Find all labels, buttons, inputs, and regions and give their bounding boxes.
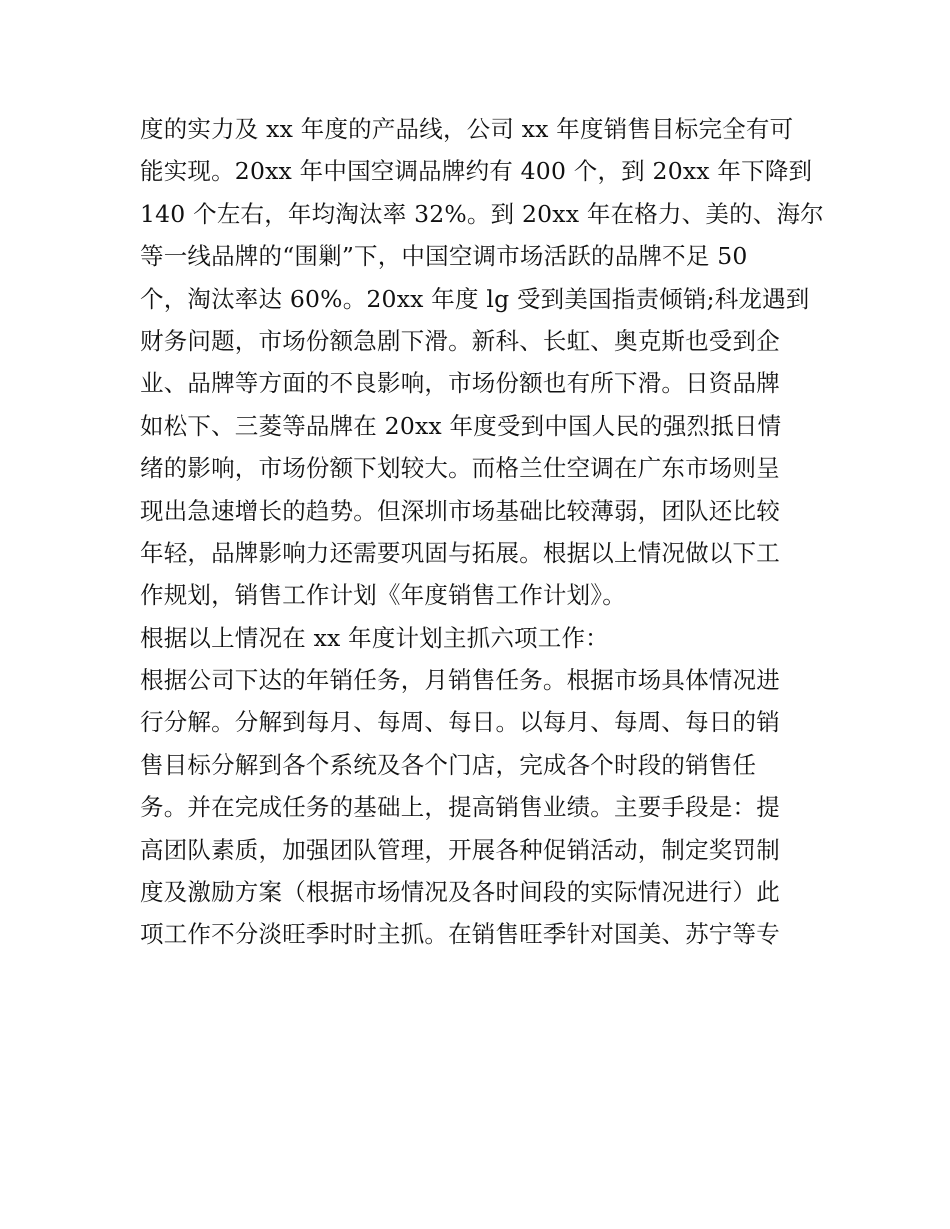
text-line: 根据公司下达的年销任务，月销售任务。根据市场具体情况进 (140, 666, 780, 695)
section-intro-line: 根据以上情况在 xx 年度计划主抓六项工作： (140, 623, 609, 652)
text-line: 高团队素质，加强团队管理，开展各种促销活动，制定奖罚制 (140, 835, 780, 864)
text-line: 业、品牌等方面的不良影响，市场份额也有所下滑。日资品牌 (140, 369, 780, 398)
text-line: 度的实力及 xx 年度的产品线，公司 xx 年度销售目标完全有可 (140, 115, 794, 143)
body-text (140, 108, 824, 956)
text-line: 务。并在完成任务的基础上，提高销售业绩。主要手段是：提 (140, 793, 780, 822)
text-line: 现出急速增长的趋势。但深圳市场基础比较薄弱，团队还比较 (140, 496, 780, 525)
text-line: 140 个左右，年均淘汰率 32%。到 20xx 年在格力、美的、海尔 (140, 199, 824, 228)
text-line: 度及激励方案（根据市场情况及各时间段的实际情况进行）此 (140, 878, 780, 907)
text-line: 财务问题，市场份额急剧下滑。新科、长虹、奥克斯也受到企 (140, 326, 780, 355)
text-line: 个，淘汰率达 60%。20xx 年度 lg 受到美国指责倾销;科龙遇到 (140, 284, 810, 313)
text-line: 如松下、三菱等品牌在 20xx 年度受到中国人民的强烈抵日情 (140, 411, 782, 440)
text-line: 项工作不分淡旺季时时主抓。在销售旺季针对国美、苏宁等专 (140, 920, 780, 949)
text-line: 能实现。20xx 年中国空调品牌约有 400 个，到 20xx 年下降到 (140, 157, 813, 186)
text-line: 作规划，销售工作计划《年度销售工作计划》。 (140, 581, 626, 610)
text-line: 绪的影响，市场份额下划较大。而格兰仕空调在广东市场则呈 (140, 454, 780, 483)
text-line: 售目标分解到各个系统及各个门店，完成各个时段的销售任 (140, 750, 757, 779)
text-line: 行分解。分解到每月、每周、每日。以每月、每周、每日的销 (140, 708, 780, 737)
text-line: 等一线品牌的“围剿”下，中国空调市场活跃的品牌不足 50 (140, 242, 748, 271)
text-line: 年轻，品牌影响力还需要巩固与拓展。根据以上情况做以下工 (140, 538, 780, 567)
